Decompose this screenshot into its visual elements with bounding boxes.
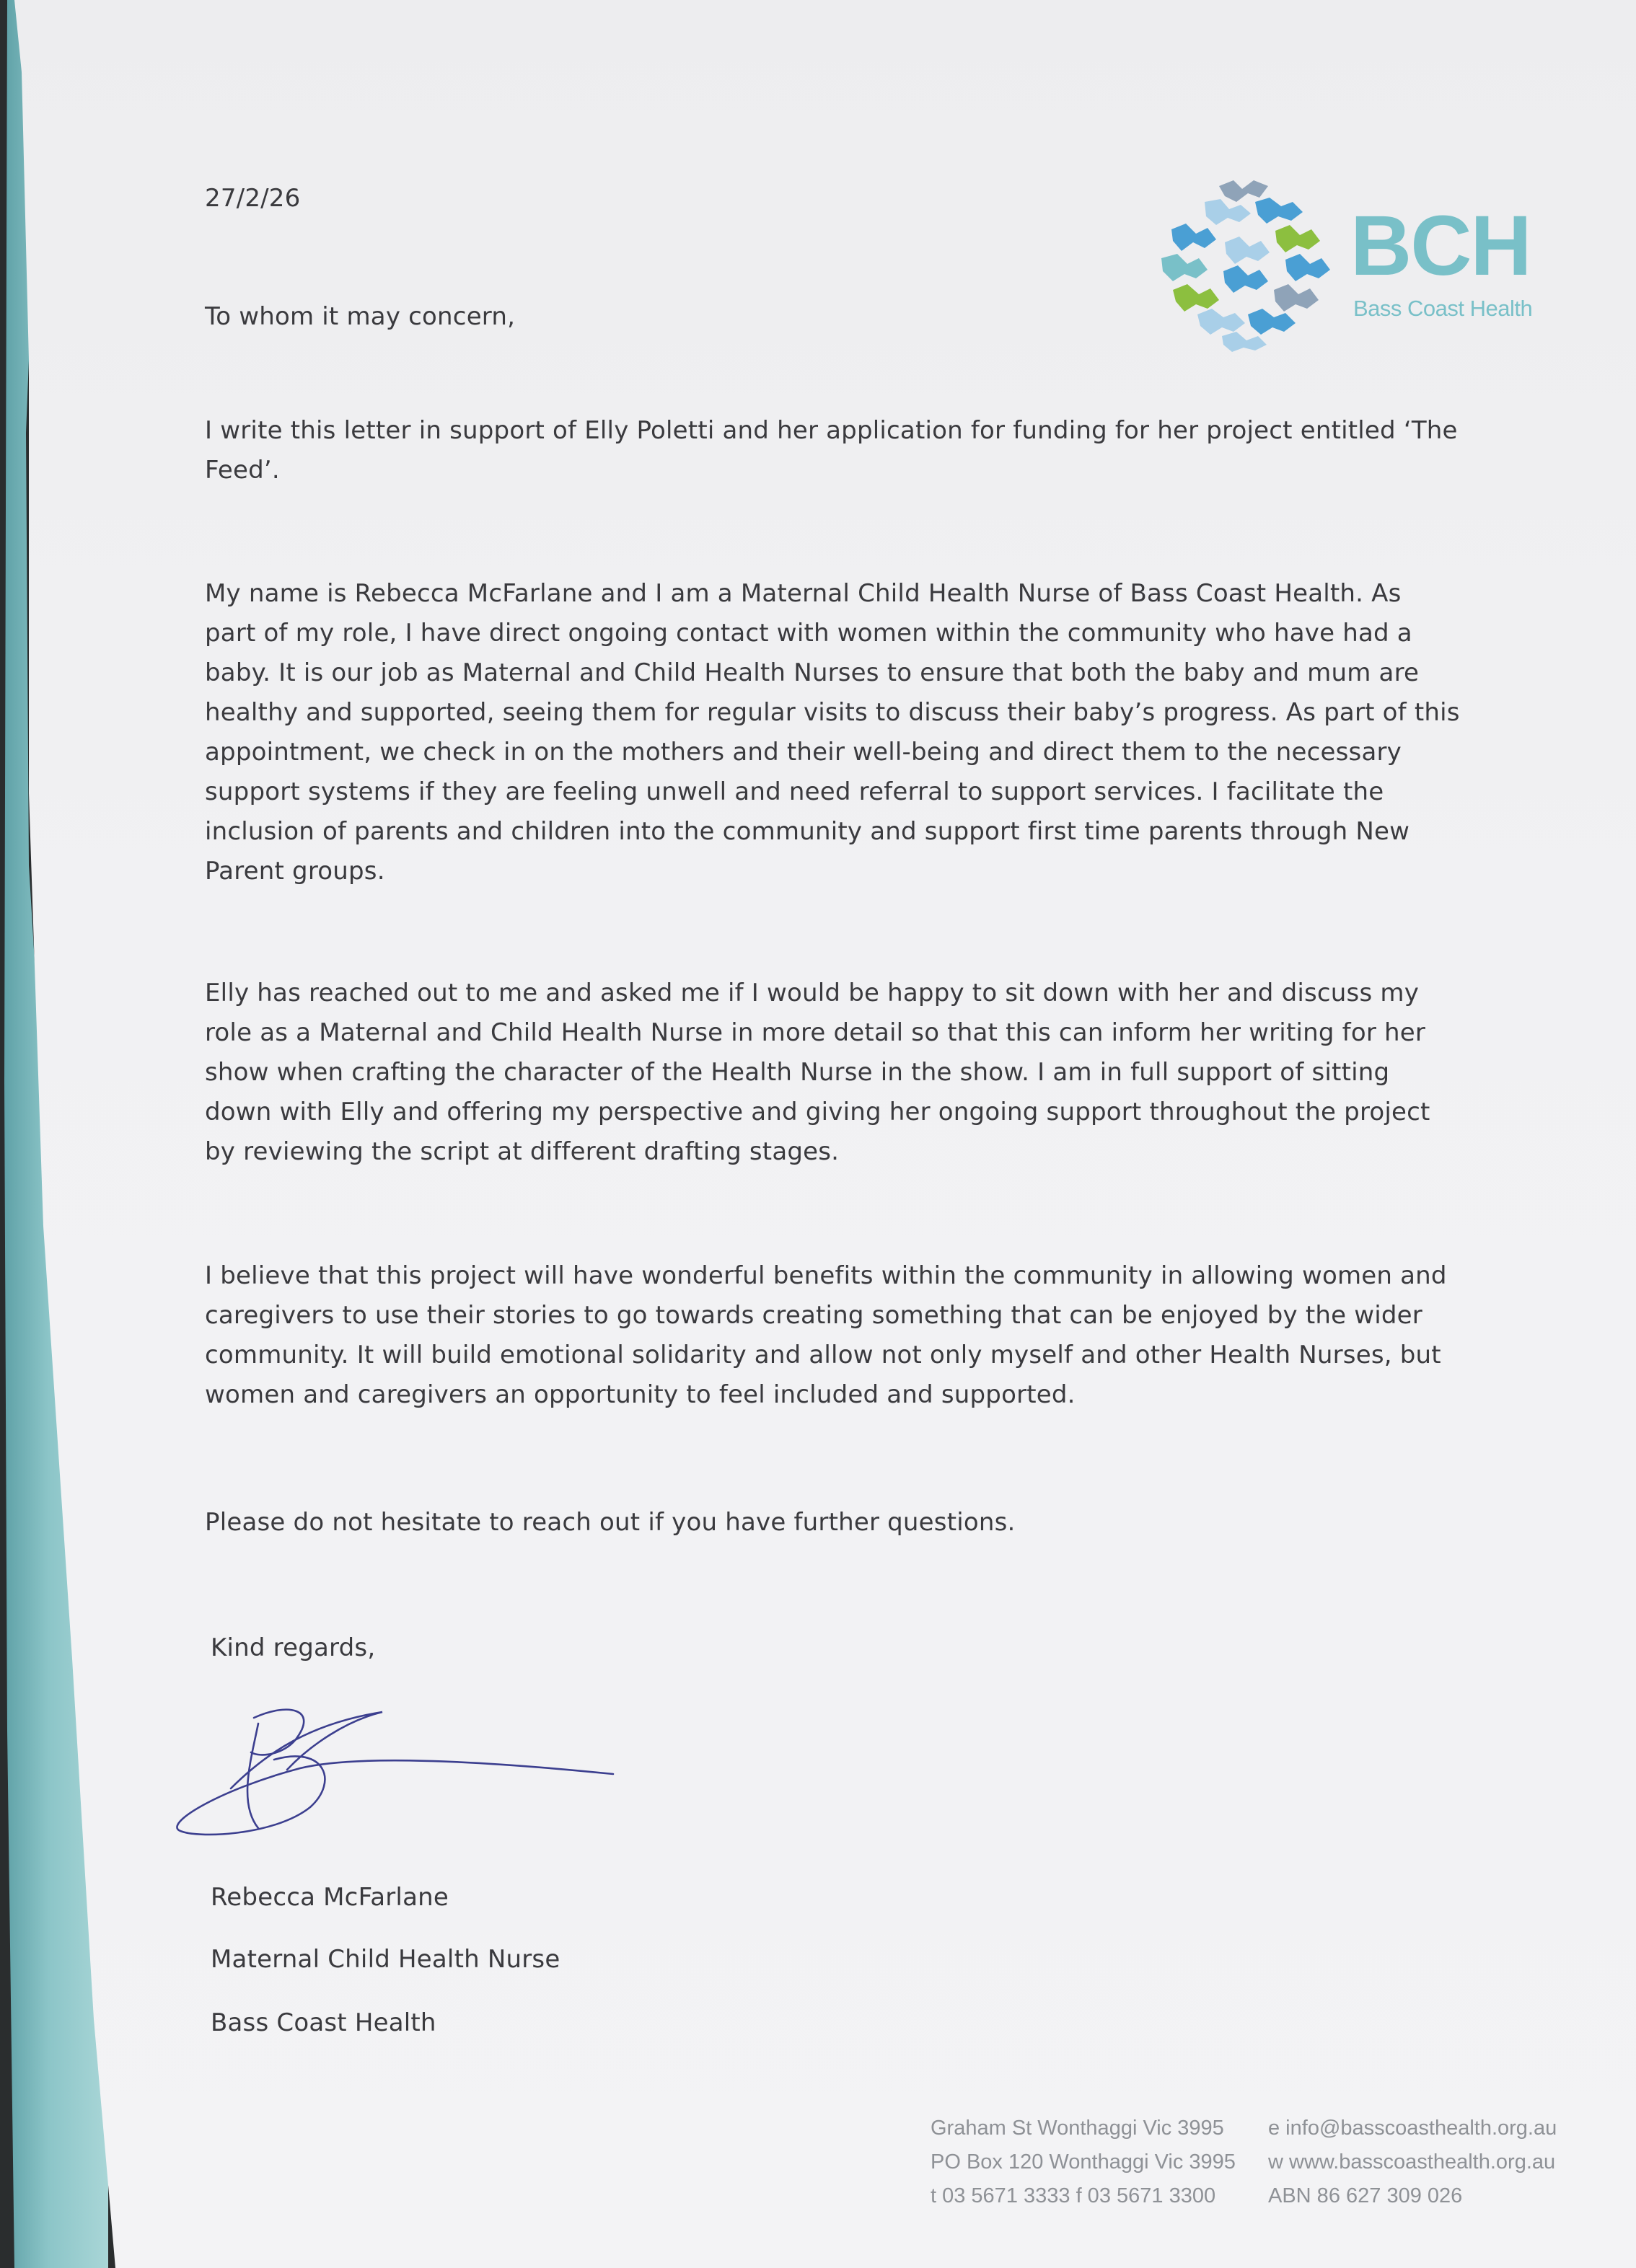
footer-address-line-1: Graham St Wonthaggi Vic 3995 <box>931 2117 1224 2140</box>
letter-date: 27/2/26 <box>205 184 301 213</box>
footer-email: e info@basscoasthealth.org.au <box>1268 2117 1557 2140</box>
footer-contact <box>1268 2112 1557 2213</box>
bch-logo <box>1154 173 1558 353</box>
bch-mosaic-logo-icon <box>1154 173 1334 353</box>
logo-letters: BCH <box>1350 198 1531 294</box>
footer-abn: ABN 86 627 309 026 <box>1268 2184 1463 2207</box>
paragraph-2: My name is Rebecca McFarlane and I am a Maternal Child Health Nurse of Bass Coast Health. As part of my role, I have direct ongoing contact with women within the community who have had a baby. It is our job as Maternal and Child Health Nurses to ensure that both the baby and mum are healthy and supported, seeing them for regular visits to discuss their baby’s progress. As part of this appointment, we check in on the mothers and their well-being and direct them to the necessary support systems if they are feeling unwell and need referral to support services. I facilitate the inclusion of parents and children into the community and support first time parents through New Parent groups. <box>205 579 1460 886</box>
logo-subtitle: Bass Coast Health <box>1353 296 1533 321</box>
closing: Kind regards, <box>211 1633 376 1662</box>
footer-web: w www.basscoasthealth.org.au <box>1268 2150 1556 2174</box>
handwritten-signature-icon <box>166 1680 628 1846</box>
paragraph-4: I believe that this project will have wonderful benefits within the community in allowing women and caregivers to use their stories to go towards creating something that can be enjoyed by the wider community. It will build emotional solidarity and allow not only myself and other Health Nurses, but women and caregivers an opportunity to feel included and supported. <box>205 1261 1447 1409</box>
paragraph-1: I write this letter in support of Elly Poletti and her application for funding for her project entitled ‘The Feed’. <box>205 416 1458 485</box>
footer-phone: t 03 5671 3333 f 03 5671 3300 <box>931 2184 1216 2207</box>
salutation: To whom it may concern, <box>205 302 516 331</box>
signatory-title: Maternal Child Health Nurse <box>211 1945 560 1974</box>
footer-address <box>931 2112 1236 2213</box>
signatory-organisation: Bass Coast Health <box>211 2008 436 2037</box>
paragraph-5: Please do not hesitate to reach out if you have further questions. <box>205 1508 1016 1537</box>
paragraph-3: Elly has reached out to me and asked me if I would be happy to sit down with her and discuss my role as a Maternal and Child Health Nurse in more detail so that this can inform her writing for her show when crafting the character of the Health Nurse in the show. I am in full support of sitting down with Elly and offering my perspective and giving her ongoing support throughout the project by reviewing the script at different drafting stages. <box>205 979 1430 1166</box>
signatory-name: Rebecca McFarlane <box>211 1883 449 1912</box>
footer-address-line-2: PO Box 120 Wonthaggi Vic 3995 <box>931 2150 1236 2174</box>
